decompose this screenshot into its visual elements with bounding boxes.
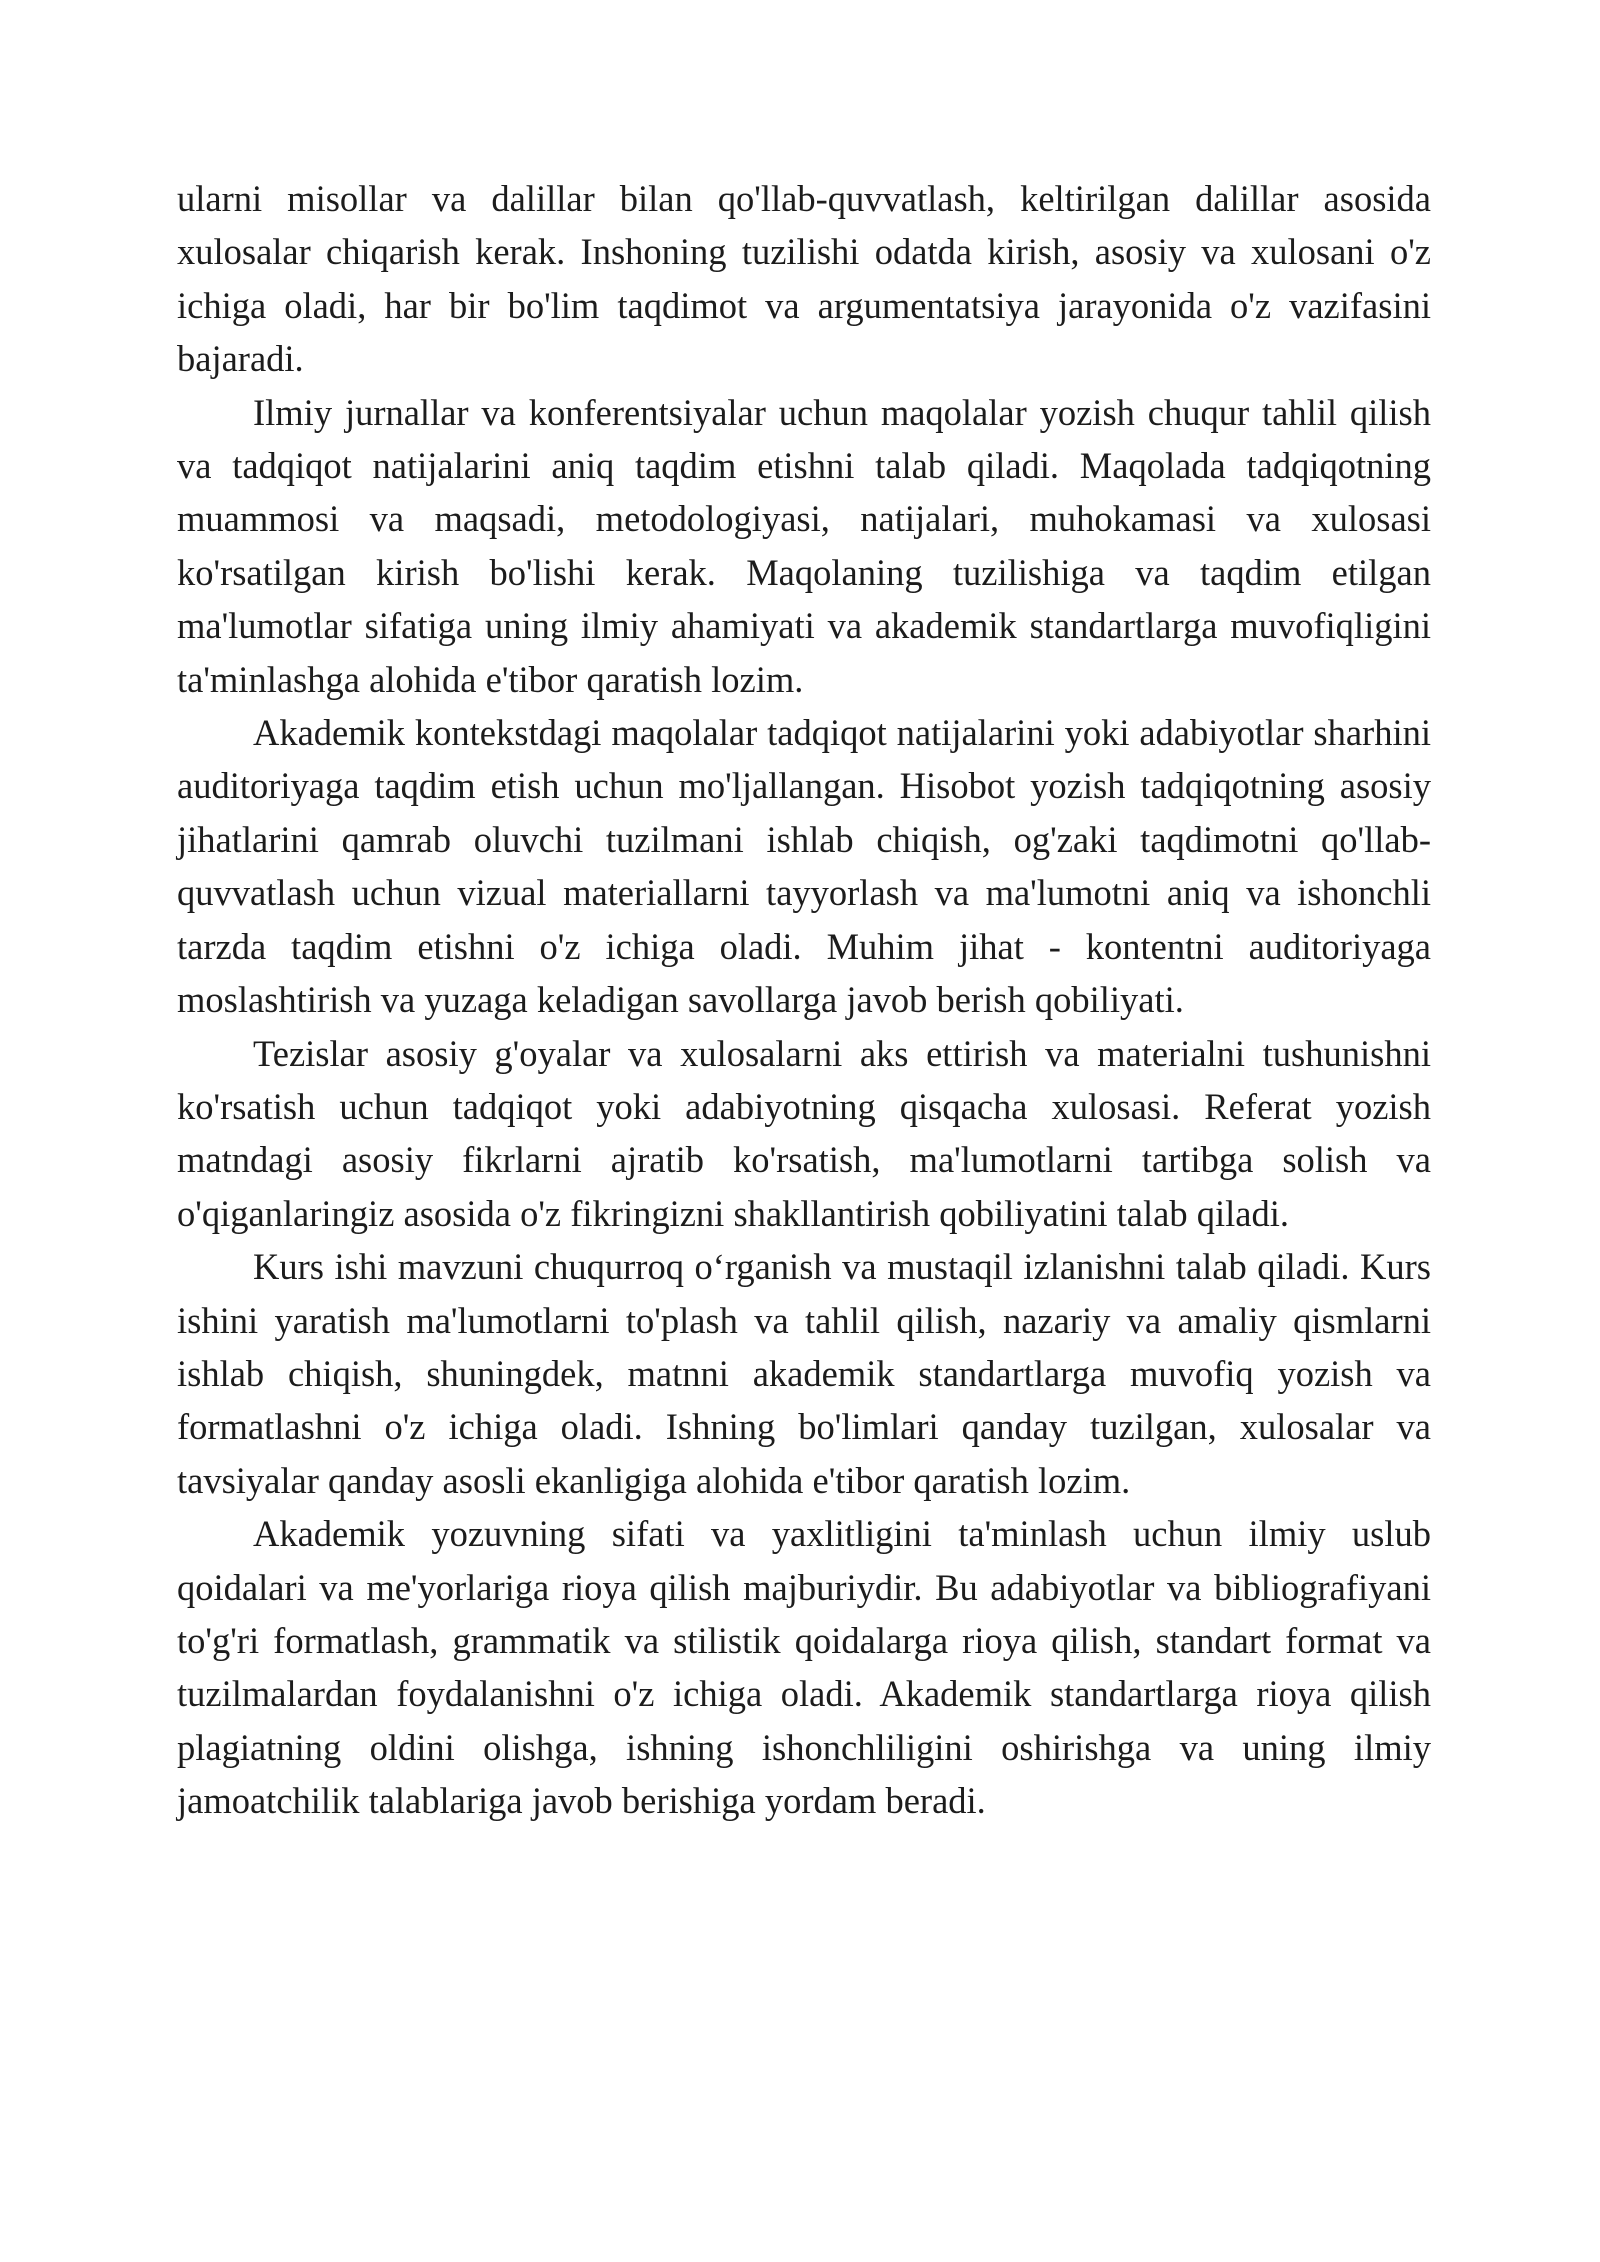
paragraph-academic-reports: Akademik kontekstdagi maqolalar tadqiqot natijalarini yoki adabiyotlar sharhini auditoriyaga taqdim etish uchun mo'ljallangan. Hisobot yozish tadqiqotning asosiy jihatlarini qamrab oluvchi tuzilmani ishlab chiqish, og'zaki taqdimotni qo'llab-quvvatlash uchun vizual materiallarni tayyorlash va ma'lumotni aniq va ishonchli tarzda taqdim etishni o'z ichiga oladi. Muhim jihat - kontentni auditoriyaga moslashtirish va yuzaga keladigan savollarga javob berish qobiliyati. bbox=[177, 712, 1431, 1021]
paragraph-continuation: ularni misollar va dalillar bilan qo'llab-quvvatlash, keltirilgan dalillar asosida xulosalar chiqarish kerak. Inshoning tuzilishi odatda kirish, asosiy va xulosani o'z ichiga oladi, har bir bo'lim taqdimot va argumentatsiya jarayonida o'z vazifasini bajaradi. bbox=[177, 178, 1431, 380]
paragraph-theses: Tezislar asosiy g'oyalar va xulosalarni aks ettirish va materialni tushunishni ko'rsatish uchun tadqiqot yoki adabiyotning qisqacha xulosasi. Referat yozish matndagi asosiy fikrlarni ajratib ko'rsatish, ma'lumotlarni tartibga solish va o'qiganlaringiz asosida o'z fikringizni shakllantirish qobiliyatini talab qiladi. bbox=[177, 1032, 1431, 1234]
paragraph-course-work: Kurs ishi mavzuni chuqurroq o‘rganish va mustaqil izlanishni talab qiladi. Kurs ishini yaratish ma'lumotlarni to'plash va tahlil qilish, nazariy va amaliy qismlarni ishlab chiqish, shuningdek, matnni akademik standartlarga muvofiq yozish va formatlashni o'z ichiga oladi. Ishning bo'limlari qanday tuzilgan, xulosalar va tavsiyalar qanday asosli ekanligiga alohida e'tibor qaratish lozim. bbox=[177, 1246, 1431, 1501]
paragraph-journal-articles: Ilmiy jurnallar va konferentsiyalar uchun maqolalar yozish chuqur tahlil qilish va tadqiqot natijalarini aniq taqdim etishni talab qiladi. Maqolada tadqiqotning muammosi va maqsadi, metodologiyasi, natijalari, muhokamasi va xulosasi ko'rsatilgan kirish bo'lishi kerak. Maqolaning tuzilishiga va taqdim etilgan ma'lumotlar sifatiga uning ilmiy ahamiyati va akademik standartlarga muvofiqligini ta'minlashga alohida e'tibor qaratish lozim. bbox=[177, 391, 1431, 700]
document-page bbox=[177, 172, 1431, 1828]
paragraph-academic-standards: Akademik yozuvning sifati va yaxlitligini ta'minlash uchun ilmiy uslub qoidalari va me'yorlariga rioya qilish majburiydir. Bu adabiyotlar va bibliografiyani to'g'ri formatlash, grammatik va stilistik qoidalarga rioya qilish, standart format va tuzilmalardan foydalanishni o'z ichiga oladi. Akademik standartlarga rioya qilish plagiatning oldini olishga, ishning ishonchliligini oshirishga va uning ilmiy jamoatchilik talablariga javob berishiga yordam beradi. bbox=[177, 1513, 1431, 1822]
